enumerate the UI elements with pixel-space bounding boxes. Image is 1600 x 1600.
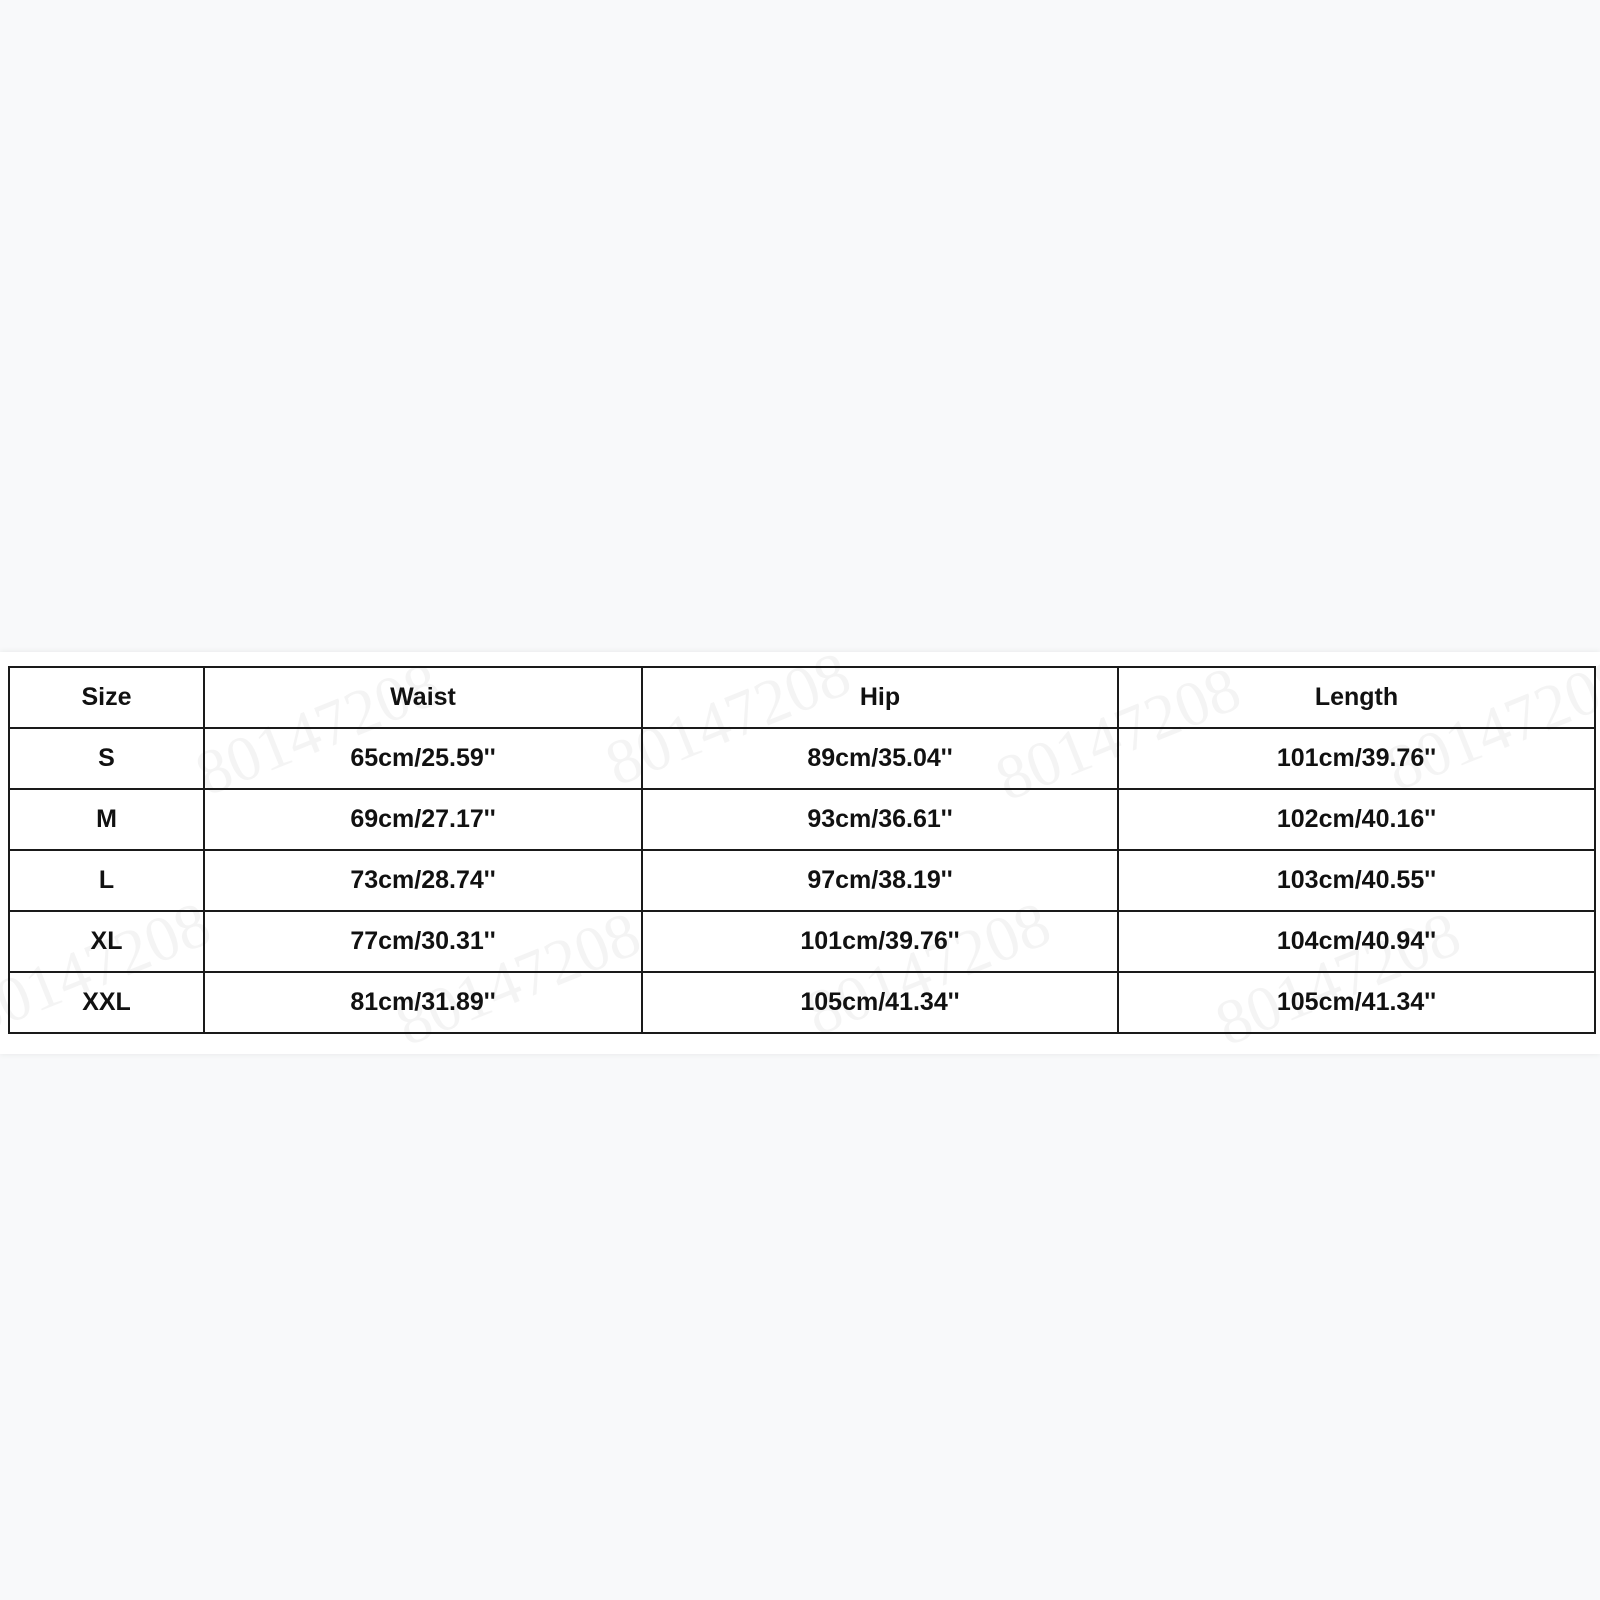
cell-waist: 73cm/28.74'' (204, 850, 642, 911)
cell-hip: 93cm/36.61'' (642, 789, 1118, 850)
cell-waist: 69cm/27.17'' (204, 789, 642, 850)
cell-size: XL (9, 911, 204, 972)
cell-hip: 101cm/39.76'' (642, 911, 1118, 972)
cell-waist: 65cm/25.59'' (204, 728, 642, 789)
cell-size: XXL (9, 972, 204, 1033)
size-chart-table (8, 666, 1596, 1034)
cell-length: 105cm/41.34'' (1118, 972, 1595, 1033)
header-length: Length (1118, 667, 1595, 728)
cell-hip: 89cm/35.04'' (642, 728, 1118, 789)
table-row (9, 789, 1595, 850)
cell-hip: 105cm/41.34'' (642, 972, 1118, 1033)
cell-size: L (9, 850, 204, 911)
header-hip: Hip (642, 667, 1118, 728)
table-row (9, 911, 1595, 972)
table-row (9, 728, 1595, 789)
cell-length: 104cm/40.94'' (1118, 911, 1595, 972)
cell-size: M (9, 789, 204, 850)
cell-hip: 97cm/38.19'' (642, 850, 1118, 911)
header-waist: Waist (204, 667, 642, 728)
cell-length: 101cm/39.76'' (1118, 728, 1595, 789)
cell-waist: 77cm/30.31'' (204, 911, 642, 972)
table-row (9, 850, 1595, 911)
table-header-row (9, 667, 1595, 728)
table-row (9, 972, 1595, 1033)
header-size: Size (9, 667, 204, 728)
cell-size: S (9, 728, 204, 789)
cell-length: 103cm/40.55'' (1118, 850, 1595, 911)
cell-length: 102cm/40.16'' (1118, 789, 1595, 850)
cell-waist: 81cm/31.89'' (204, 972, 642, 1033)
